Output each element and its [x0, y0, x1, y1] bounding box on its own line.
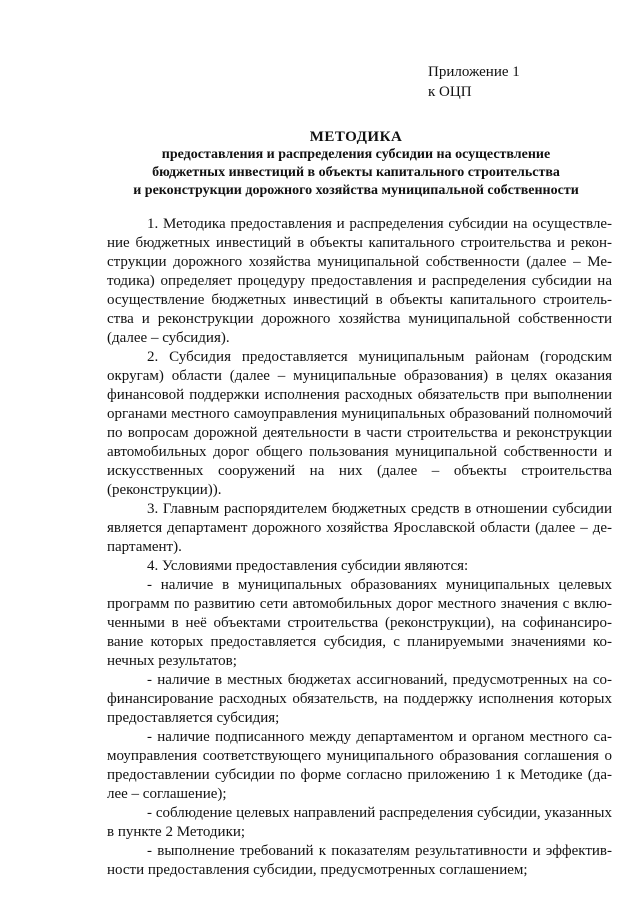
- condition-item-5: - выполнение требований к показателям результативности и эффективности предоставления субсидии, предусмотренных соглашением;: [107, 843, 612, 878]
- title-subtitle-2: бюджетных инвестиций в объекты капитального строительства: [152, 165, 560, 180]
- condition-item-2: - наличие в местных бюджетах ассигнований, предусмотренных на софинансирование расходных обязательств, на поддержку исполнения которых предоставляется субсидия;: [107, 672, 612, 726]
- title-main: МЕТОДИКА: [309, 129, 403, 145]
- condition-item-4: - соблюдение целевых направлений распределения субсидии, указанных в пункте 2 Методики;: [107, 805, 612, 840]
- paragraph-3: 3. Главным распорядителем бюджетных средств в отношении субсидии является департамент дорожного хозяйства Ярославской области (далее – департамент).: [107, 501, 612, 555]
- document-title: [100, 128, 612, 200]
- document-body: [107, 215, 612, 880]
- paragraph-1: 1. Методика предоставления и распределения субсидии на осуществление бюджетных инвестиций в объекты капитального строительства и реконструкции дорожного хозяйства муниципальной собственности (далее – Методика) определяет процедуру предоставления и распределения субсидии на осуществление бюджетных инвестиций в объекты капитального строительства и реконструкции дорожного хозяйства муниципальной собственности (далее – субсидия).: [107, 216, 612, 346]
- paragraph-4: 4. Условиями предоставления субсидии являются:: [147, 558, 469, 574]
- appendix-label: [428, 62, 520, 102]
- appendix-line-2: к ОЦП: [428, 84, 472, 100]
- paragraph-2: 2. Субсидия предоставляется муниципальным районам (городским округам) области (далее – муниципальные образования) в целях оказания финансовой поддержки исполнения расходных обязательств при выполнении органами местного самоуправления муниципальных образований полномочий по вопросам дорожной деятельности в части строительства и реконструкции автомобильных дорог общего пользования муниципальной собственности и искусственных сооружений на них (далее – объекты строительства (реконструкции)).: [107, 349, 612, 498]
- title-subtitle-1: предоставления и распределения субсидии на осуществление: [161, 147, 551, 162]
- condition-item-1: - наличие в муниципальных образованиях муниципальных целевых программ по развитию сети автомобильных дорог местного значения с включенными в неё объектами строительства (реконструкции), на софинансирование которых предоставляется субсидия, с планируемыми значениями конечных результатов;: [107, 577, 612, 669]
- condition-item-3: - наличие подписанного между департаментом и органом местного самоуправления соответствующего муниципального образования соглашения о предоставлении субсидии по форме согласно приложению 1 к Методике (далее – соглашение);: [107, 729, 612, 802]
- title-subtitle-3: и реконструкции дорожного хозяйства муниципальной собственности: [133, 183, 579, 198]
- appendix-line-1: Приложение 1: [428, 64, 520, 80]
